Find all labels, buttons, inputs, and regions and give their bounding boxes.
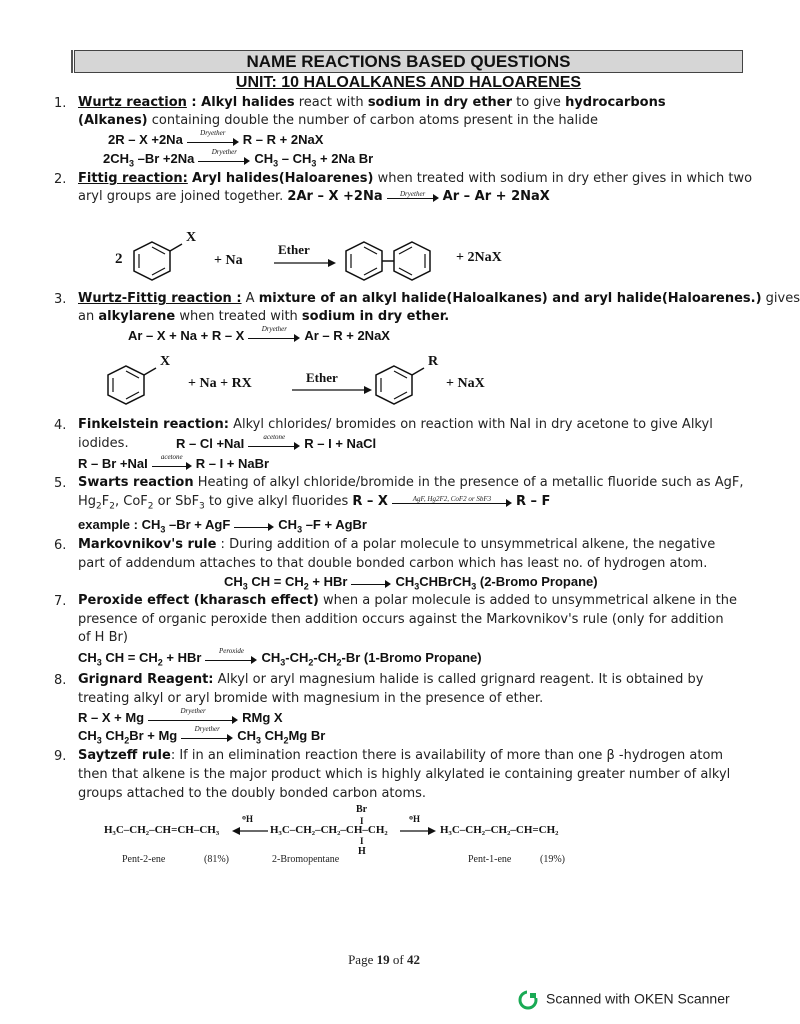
reaction-arrow: Dryether bbox=[148, 714, 238, 724]
reaction-arrow bbox=[234, 521, 274, 531]
finkelstein-line-1: Finkelstein reaction: Alkyl chlorides/ bromides on reaction with NaI in dry acetone to give Alkyl bbox=[78, 417, 713, 432]
reaction-arrow: Dryether bbox=[187, 136, 239, 146]
reaction-arrow: Dryether bbox=[198, 155, 250, 165]
fittig-line-2: aryl groups are joined together. 2Ar – X +2Na Dryether Ar – Ar + 2NaX bbox=[78, 189, 550, 204]
item-number: 8. bbox=[54, 673, 67, 688]
unit-heading: UNIT: 10 HALOALKANES AND HALOARENES bbox=[235, 74, 582, 91]
item-number: 4. bbox=[54, 418, 67, 433]
alkylbenzene-ring-icon bbox=[372, 360, 432, 410]
reaction-arrow-icon bbox=[232, 826, 268, 836]
peroxide-line-1: Peroxide effect (kharasch effect) when a polar molecule is added to unsymmetrical alkene in the bbox=[78, 593, 737, 608]
grignard-line-2: treating alkyl or aryl bromide with magnesium in the presence of ether. bbox=[78, 691, 544, 706]
swarts-example: example : $CH_3$ –Br + AgF $CH_3$ –F + AgBr bbox=[78, 517, 367, 535]
wurtz-line-2: (Alkanes) containing double the number of carbon atoms present in the halide bbox=[78, 113, 599, 128]
reaction-arrow bbox=[351, 578, 391, 588]
peroxide-line-3: of H Br) bbox=[78, 630, 128, 645]
benzene-ring-icon bbox=[104, 360, 164, 410]
swarts-line-2: $Hg_2F_2$, CoF$_2$ or SbF$_3$ to give alkyl fluorides R – X AgF, Hg2F2, CoF2 or SbF3 R – F bbox=[78, 494, 551, 512]
markovnikov-line-2: part of addendum attaches to that double bonded carbon which has least no. of hydrogen atom. bbox=[78, 556, 708, 571]
page-number: Page 19 of 42 bbox=[348, 952, 420, 967]
wurtz-equation-2: $2CH_3$ –Br +2Na Dryether $CH_3 - CH_3 + 2Na$ Br bbox=[103, 147, 374, 169]
peroxide-equation: $CH_3$ CH = $CH_2$ + HBr Peroxide $CH_3-CH_2-CH_2-Br$ (1-Bromo Propane) bbox=[78, 646, 482, 668]
item-number: 3. bbox=[54, 292, 67, 307]
saytzeff-line-2: then that alkene is the major product which is highly alkylated ie containing greater number of alkyl bbox=[78, 767, 731, 782]
reaction-arrow: Dryether bbox=[248, 332, 300, 342]
wurtz-line-1: Wurtz reaction : Alkyl halides react with sodium in dry ether to give hydrocarbons bbox=[78, 95, 666, 110]
finkelstein-line-2: iodides. bbox=[78, 436, 129, 451]
scanner-watermark: Scanned with OKEN Scanner bbox=[518, 990, 730, 1010]
fittig-line-1: Fittig reaction: Aryl halides(Haloarenes) when treated with sodium in dry ether gives in which two bbox=[78, 171, 753, 186]
markovnikov-line-1: Markovnikov's rule : During addition of a polar molecule to unsymmetrical alkene, the negative bbox=[78, 537, 716, 552]
wurtz-fittig-line-2: an alkylarene when treated with sodium in dry ether. bbox=[78, 309, 450, 324]
item-number: 5. bbox=[54, 476, 67, 491]
item-number: 6. bbox=[54, 538, 67, 553]
item-number: 2. bbox=[54, 172, 67, 187]
biphenyl-icon bbox=[342, 236, 442, 286]
reaction-arrow: acetone bbox=[248, 440, 300, 450]
item-number: 1. bbox=[54, 96, 67, 111]
reaction-arrow: acetone bbox=[152, 460, 192, 470]
finkelstein-equation-1: R – Cl +NaI acetone R – I + NaCl bbox=[176, 432, 377, 451]
reaction-arrow: Dryether bbox=[387, 192, 439, 202]
wurtz-fittig-equation: Ar – X + Na + R – X Dryether Ar – R + 2NaX bbox=[128, 324, 390, 343]
grignard-equation-1: R – X + Mg Dryether RMg X bbox=[78, 706, 283, 725]
grignard-line-1: Grignard Reagent: Alkyl or aryl magnesium halide is called grignard reagent. It is obtained by bbox=[78, 672, 704, 687]
wurtz-fittig-scheme: X + Na + RX Ether R + NaX bbox=[100, 350, 520, 410]
page-title: NAME REACTIONS BASED QUESTIONS bbox=[74, 50, 743, 73]
saytzeff-scheme: H₃C–CH₂–CH=CH–CH₃ ᴼH Br I H₃C–CH₂–CH₂–CH–CH₂ I H ᴼH H₃C–CH₂–CH₂–CH=CH₂ Pent-2-ene (81%) 2-Bromopentane Pent-1-ene (19%) bbox=[104, 804, 565, 865]
reaction-arrow-icon bbox=[274, 258, 336, 268]
grignard-equation-2: $CH_3$ $CH_2Br + Mg$ Dryether $CH_3$ $CH_2Mg$ Br bbox=[78, 724, 326, 746]
item-number: 7. bbox=[54, 594, 67, 609]
reaction-arrow-icon bbox=[292, 385, 372, 395]
saytzeff-line-1: Saytzeff rule: If in an elimination reaction there is availability of more than one β -hydrogen atom bbox=[78, 748, 724, 763]
reaction-arrow: AgF, Hg2F2, CoF2 or SbF3 bbox=[392, 497, 512, 507]
reaction-arrow: Peroxide bbox=[205, 654, 257, 664]
benzene-ring-icon bbox=[130, 236, 190, 286]
wurtz-equation-1: 2R – X +2Na Dryether R – R + 2NaX bbox=[108, 128, 324, 147]
markovnikov-equation: $CH_3$ CH = $CH_2$ + HBr $CH_3CHBrCH_3$ (2-Bromo Propane) bbox=[224, 574, 598, 592]
swarts-line-1: Swarts reaction Heating of alkyl chloride/bromide in the presence of a metallic fluoride such as AgF, bbox=[78, 475, 744, 490]
oken-scanner-logo-icon bbox=[518, 990, 538, 1010]
fittig-scheme: 2 X + Na Ether + 2NaX bbox=[110, 228, 530, 288]
item-number: 9. bbox=[54, 749, 67, 764]
wurtz-fittig-line-1: Wurtz-Fittig reaction : A mixture of an alkyl halide(Haloalkanes) and aryl halide(Haloarenes.) gives bbox=[78, 291, 800, 306]
finkelstein-equation-2: R – Br +NaI acetone R – I + NaBr bbox=[78, 452, 270, 471]
saytzeff-line-3: groups attached to the doubly bonded carbon atoms. bbox=[78, 786, 427, 801]
peroxide-line-2: presence of organic peroxide then addition occurs against the Markovnikov's rule (only for addition bbox=[78, 612, 724, 627]
reaction-arrow-icon bbox=[400, 826, 436, 836]
reaction-arrow: Dryether bbox=[181, 732, 233, 742]
